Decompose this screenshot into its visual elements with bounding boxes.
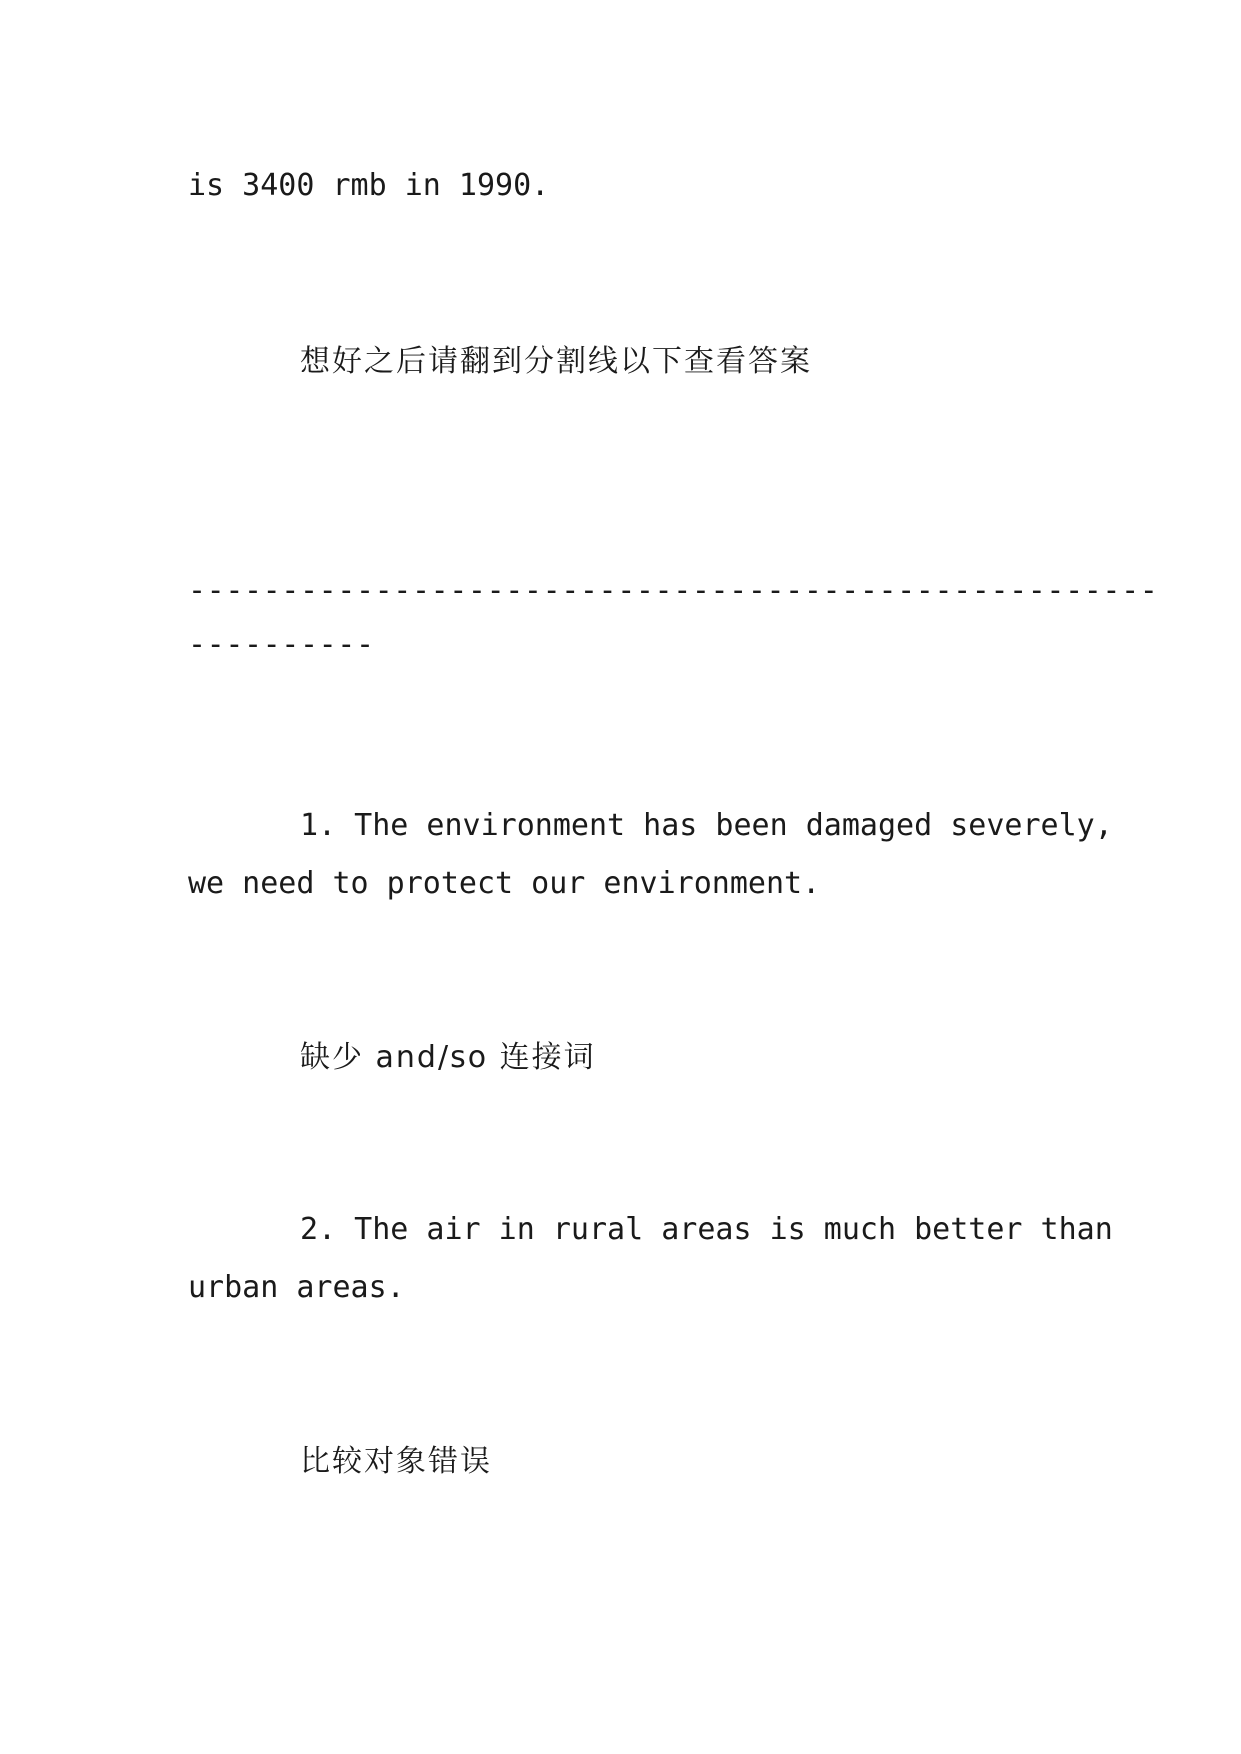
- item-1-sentence-line-2: we need to protect our environment.: [188, 866, 821, 901]
- item-2-sentence-line-1: 2. The air in rural areas is much better than: [300, 1212, 1113, 1247]
- divider-line-tail: ----------: [188, 627, 375, 662]
- answer-prompt: 想好之后请翻到分割线以下查看答案: [300, 344, 812, 379]
- item-1-correction-note: 缺少 and/so 连接词: [300, 1040, 596, 1075]
- item-2-correction-note: 比较对象错误: [300, 1444, 492, 1479]
- item-2-sentence-line-2: urban areas.: [188, 1270, 405, 1305]
- item-1-sentence-line-1: 1. The environment has been damaged severely,: [300, 808, 1113, 843]
- divider-line: ----------------------------------------------------: [188, 573, 1159, 608]
- text-line-continuation: is 3400 rmb in 1990.: [188, 168, 550, 203]
